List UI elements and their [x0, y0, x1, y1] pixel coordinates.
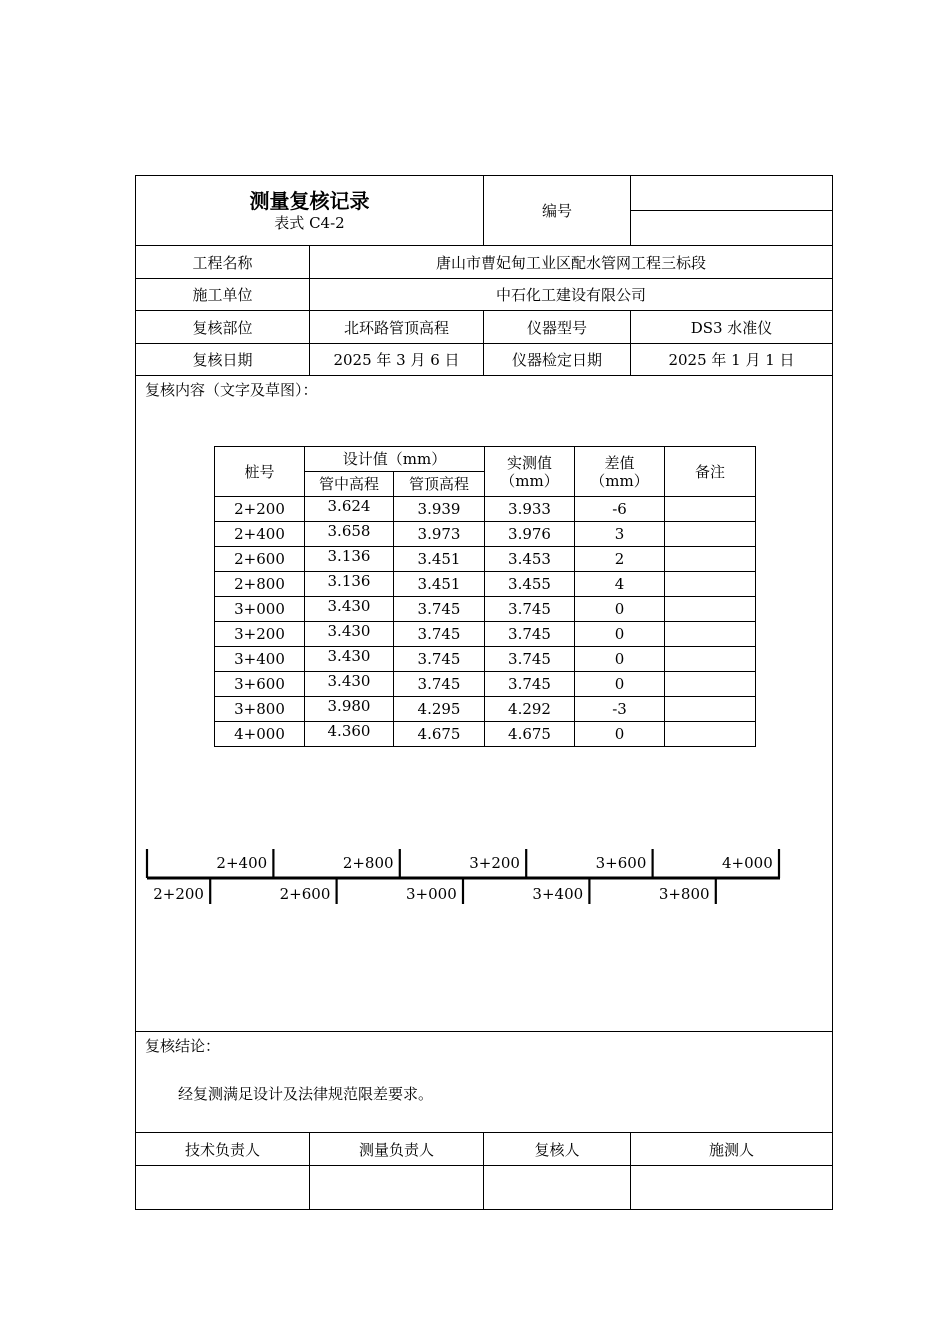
sig-label-surveyor: 施测人: [631, 1133, 833, 1166]
col-header-station: 桩号: [215, 447, 305, 497]
cell-note: [665, 522, 756, 547]
conclusion-text: 经复测满足设计及法律规范限差要求。: [178, 1085, 434, 1103]
sig-label-survey-lead: 测量负责人: [310, 1133, 484, 1166]
col-header-center: 管中高程: [305, 472, 394, 497]
col-header-top: 管顶高程: [394, 472, 485, 497]
cell-note: [665, 622, 756, 647]
elevation-table: [214, 446, 756, 747]
cell-note: [665, 672, 756, 697]
col-header-diff-line2: （mm）: [590, 471, 649, 490]
check-content-cell: [136, 376, 833, 1032]
cell-station: 2+200: [215, 497, 305, 522]
cell-diff: 0: [575, 722, 665, 747]
sig-label-tech-lead: 技术负责人: [136, 1133, 310, 1166]
cell-station: 2+400: [215, 522, 305, 547]
cell-diff: 0: [575, 597, 665, 622]
calib-date-label: 仪器检定日期: [484, 344, 631, 376]
cell-diff: 0: [575, 672, 665, 697]
contractor-value: 中石化工建设有限公司: [310, 279, 833, 311]
cell-center: 3.430: [305, 647, 394, 672]
table-row: [215, 572, 756, 597]
project-name-value: 唐山市曹妃甸工业区配水管网工程三标段: [310, 246, 833, 279]
check-content-label: 复核内容（文字及草图）：: [145, 381, 318, 399]
cell-center: 4.360: [305, 722, 394, 747]
cell-top: 3.745: [394, 622, 485, 647]
cell-measured: 3.933: [485, 497, 575, 522]
sketch-station-label-bottom: 3+400: [532, 885, 584, 903]
sketch-station-label-top: 3+200: [469, 854, 520, 872]
instrument-value: DS3 水准仪: [631, 311, 833, 344]
cell-note: [665, 597, 756, 622]
col-header-measured: [485, 447, 575, 497]
cell-diff: 0: [575, 647, 665, 672]
form-title: 测量复核记录: [249, 188, 370, 213]
cell-center: 3.136: [305, 572, 394, 597]
sketch-station-label-bottom: 2+200: [153, 885, 204, 903]
cell-measured: 3.745: [485, 622, 575, 647]
cell-measured: 4.675: [485, 722, 575, 747]
cell-station: 3+200: [215, 622, 305, 647]
table-row: [215, 522, 756, 547]
cell-note: [665, 647, 756, 672]
cell-center: 3.430: [305, 672, 394, 697]
table-row: [215, 647, 756, 672]
cell-station: 3+400: [215, 647, 305, 672]
table-row: [215, 722, 756, 747]
station-sketch: [136, 846, 833, 906]
col-header-measured-line2: （mm）: [500, 471, 559, 490]
cell-diff: 3: [575, 522, 665, 547]
cell-measured: 3.745: [485, 597, 575, 622]
sketch-station-label-top: 4+000: [722, 854, 773, 872]
col-header-diff-line1: 差值: [604, 453, 635, 472]
cell-station: 3+000: [215, 597, 305, 622]
cell-measured: 3.745: [485, 647, 575, 672]
cell-measured: 3.453: [485, 547, 575, 572]
cell-center: 3.136: [305, 547, 394, 572]
sig-field-surveyor[interactable]: [631, 1166, 833, 1210]
col-header-measured-line1: 实测值: [507, 453, 553, 472]
table-row: [215, 697, 756, 722]
check-date-value: 2025 年 3 月 6 日: [310, 344, 484, 376]
cell-station: 2+800: [215, 572, 305, 597]
check-part-value: 北环路管顶高程: [310, 311, 484, 344]
cell-note: [665, 547, 756, 572]
cell-top: 3.451: [394, 547, 485, 572]
cell-center: 3.980: [305, 697, 394, 722]
cell-top: 3.745: [394, 597, 485, 622]
sketch-station-label-top: 2+400: [216, 854, 268, 872]
form-code: 表式 C4-2: [274, 213, 345, 232]
cell-top: 3.745: [394, 647, 485, 672]
cell-top: 4.675: [394, 722, 485, 747]
table-row: [215, 547, 756, 572]
cell-diff: 4: [575, 572, 665, 597]
cell-center: 3.430: [305, 622, 394, 647]
sketch-station-label-bottom: 2+600: [279, 885, 331, 903]
cell-note: [665, 697, 756, 722]
table-row: [215, 622, 756, 647]
table-row: [215, 672, 756, 697]
check-date-label: 复核日期: [136, 344, 310, 376]
table-row: [215, 497, 756, 522]
project-name-label: 工程名称: [136, 246, 310, 279]
cell-top: 4.295: [394, 697, 485, 722]
check-part-label: 复核部位: [136, 311, 310, 344]
cell-note: [665, 722, 756, 747]
survey-check-form: [135, 175, 833, 1210]
cell-center: 3.658: [305, 522, 394, 547]
cell-top: 3.973: [394, 522, 485, 547]
cell-measured: 3.745: [485, 672, 575, 697]
col-header-design: 设计值（mm）: [305, 447, 485, 472]
contractor-label: 施工单位: [136, 279, 310, 311]
col-header-diff: [575, 447, 665, 497]
sketch-station-label-top: 3+600: [595, 854, 647, 872]
number-label: 编号: [484, 176, 631, 246]
cell-diff: -6: [575, 497, 665, 522]
number-value-field-2[interactable]: [631, 211, 833, 246]
sketch-station-label-top: 2+800: [342, 854, 394, 872]
cell-station: 3+600: [215, 672, 305, 697]
cell-measured: 3.455: [485, 572, 575, 597]
cell-station: 4+000: [215, 722, 305, 747]
cell-top: 3.939: [394, 497, 485, 522]
cell-station: 2+600: [215, 547, 305, 572]
cell-top: 3.745: [394, 672, 485, 697]
col-header-note: 备注: [665, 447, 756, 497]
table-row: [215, 597, 756, 622]
number-value-field[interactable]: [631, 176, 833, 211]
cell-station: 3+800: [215, 697, 305, 722]
sig-field-reviewer[interactable]: [484, 1166, 631, 1210]
cell-measured: 3.976: [485, 522, 575, 547]
form-title-cell: [136, 176, 484, 246]
cell-top: 3.451: [394, 572, 485, 597]
sig-field-survey-lead[interactable]: [310, 1166, 484, 1210]
cell-note: [665, 497, 756, 522]
instrument-label: 仪器型号: [484, 311, 631, 344]
cell-note: [665, 572, 756, 597]
sketch-station-label-bottom: 3+000: [406, 885, 457, 903]
sig-field-tech-lead[interactable]: [136, 1166, 310, 1210]
cell-measured: 4.292: [485, 697, 575, 722]
cell-diff: 0: [575, 622, 665, 647]
conclusion-cell: [136, 1032, 833, 1133]
conclusion-label: 复核结论：: [145, 1037, 221, 1055]
sig-label-reviewer: 复核人: [484, 1133, 631, 1166]
cell-diff: 2: [575, 547, 665, 572]
cell-center: 3.430: [305, 597, 394, 622]
sketch-station-label-bottom: 3+800: [658, 885, 710, 903]
calib-date-value: 2025 年 1 月 1 日: [631, 344, 833, 376]
cell-diff: -3: [575, 697, 665, 722]
cell-center: 3.624: [305, 497, 394, 522]
